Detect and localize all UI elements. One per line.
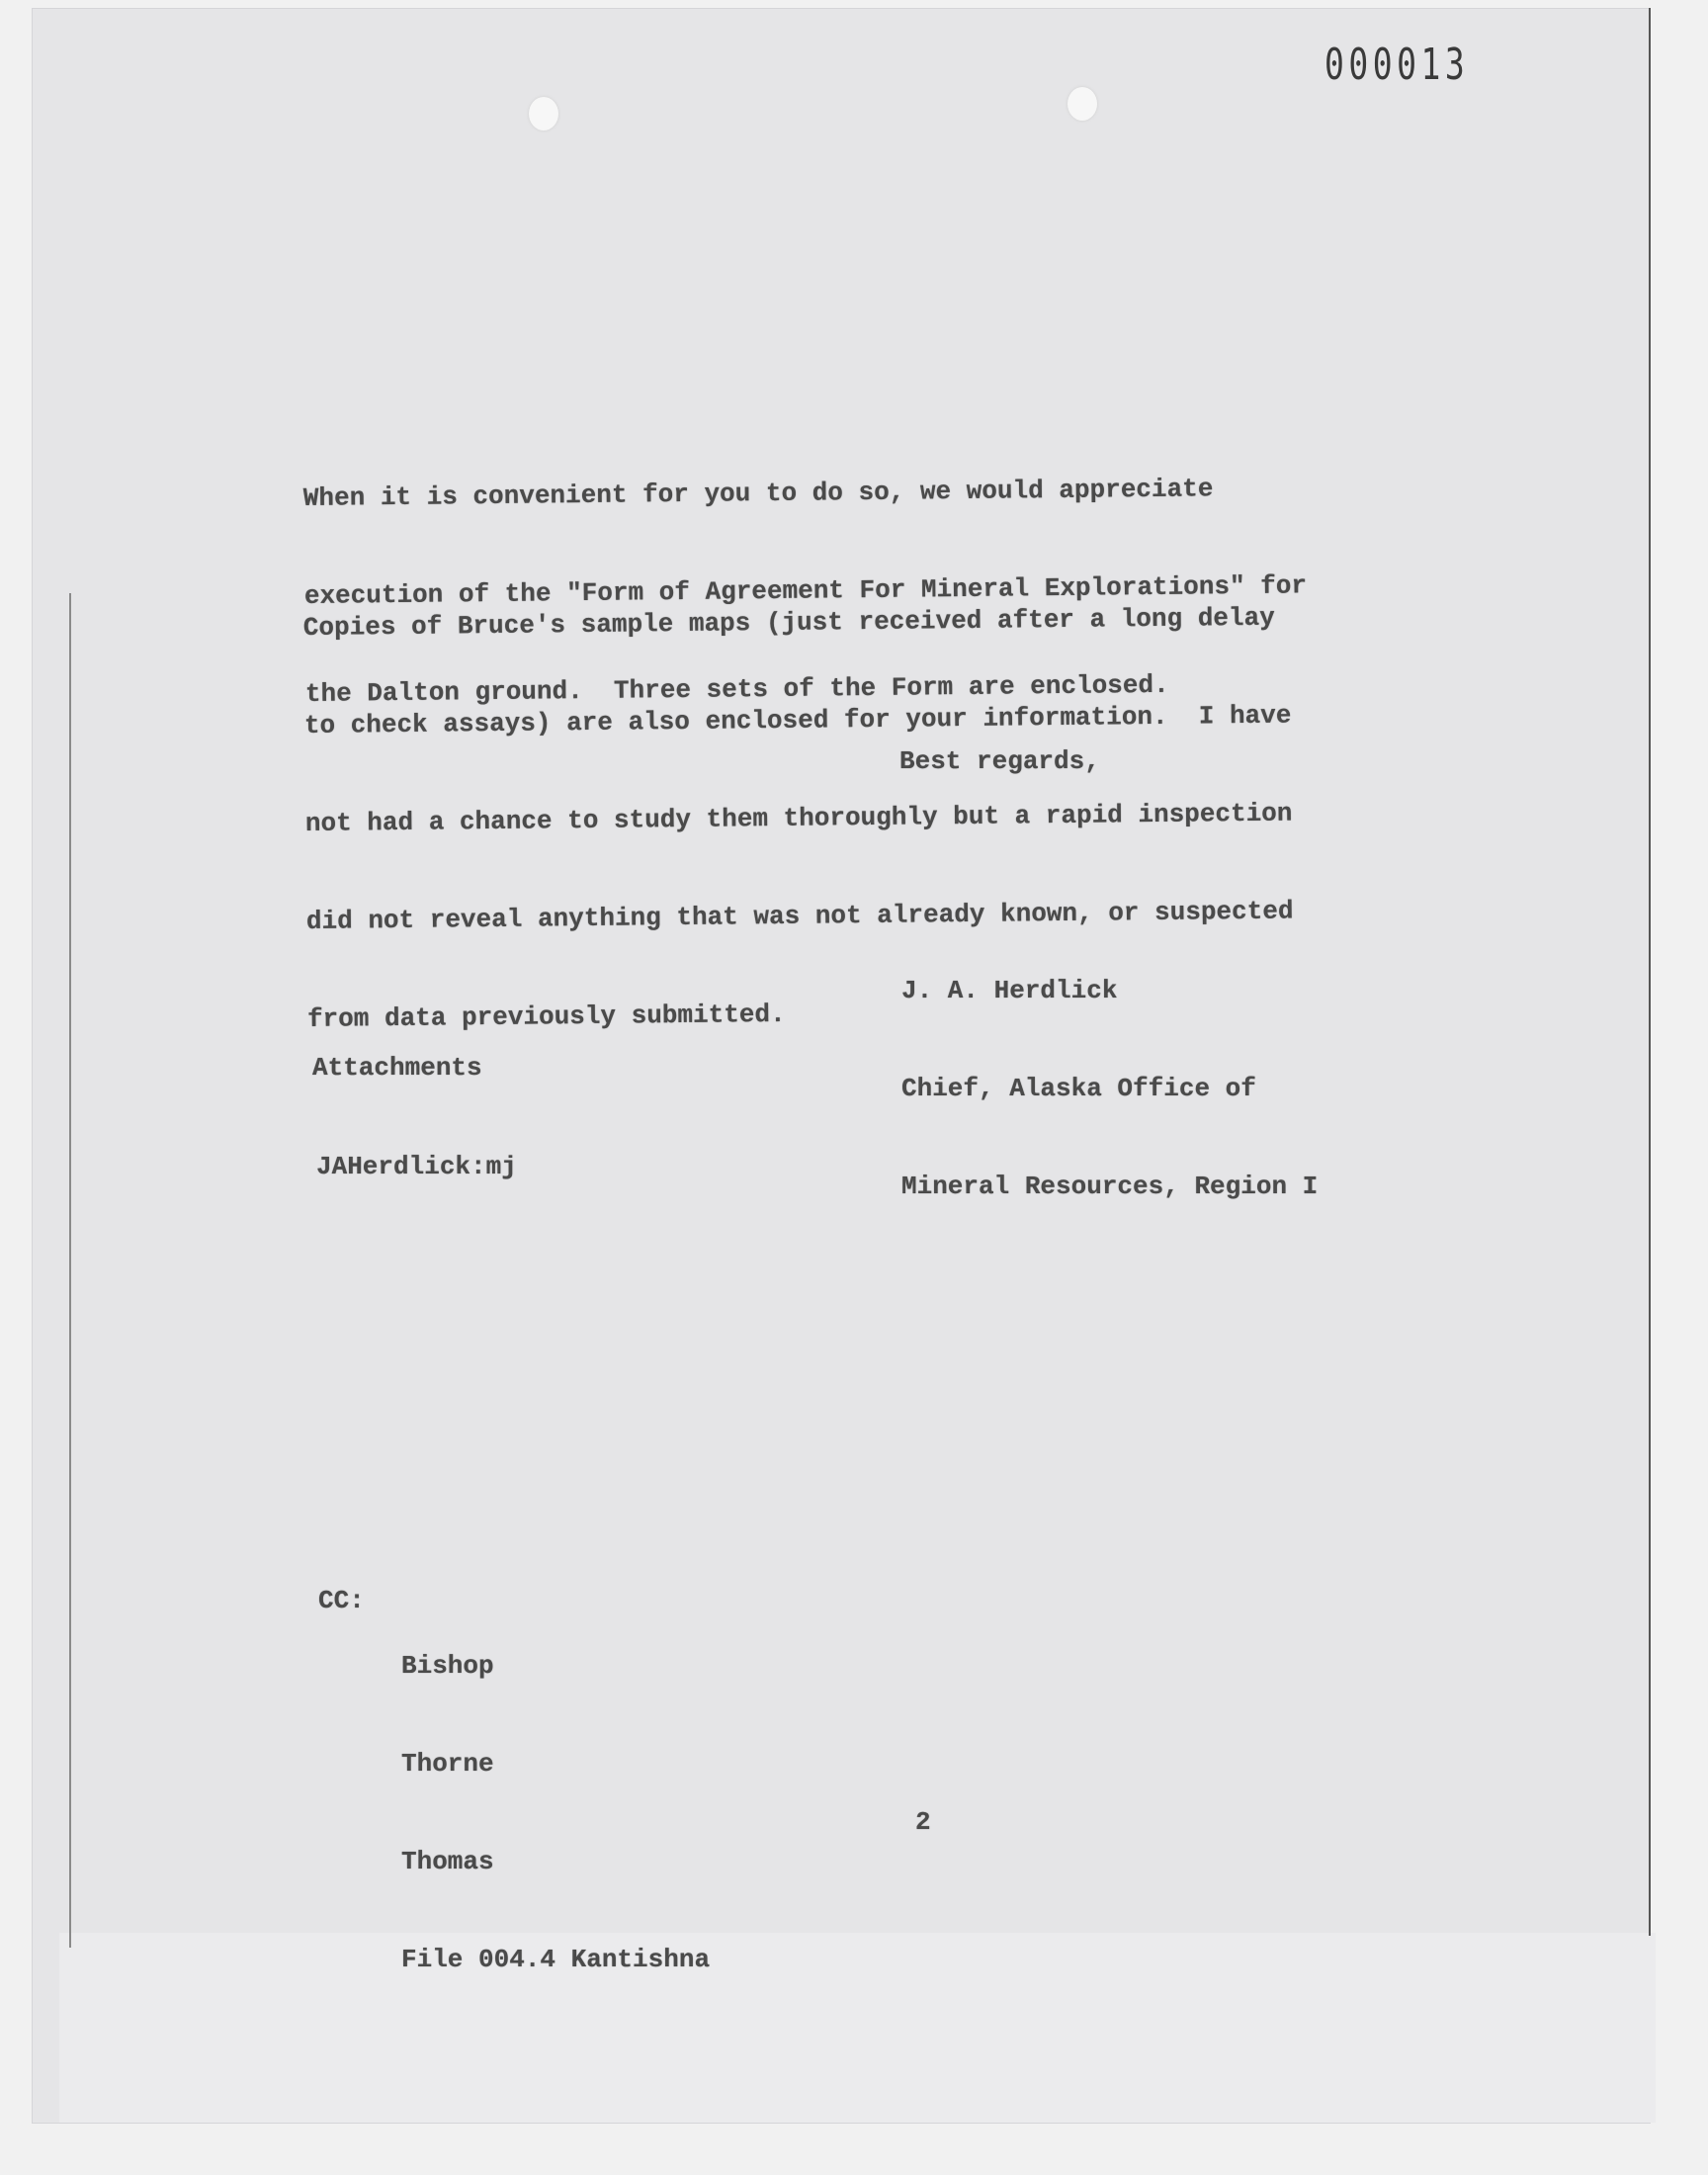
paper-sheet xyxy=(32,8,1651,2124)
punch-hole-right xyxy=(1068,87,1097,121)
typist-initials: JAHerdlick:mj xyxy=(316,1152,517,1181)
signer-name: J. A. Herdlick xyxy=(901,976,1118,1005)
paragraph-line: When it is convenient for you to do so, we would appreciate xyxy=(302,474,1214,513)
signature-block xyxy=(901,910,1318,1236)
document-stamp-number: 000013 xyxy=(1324,40,1470,90)
signer-title-line-2: Mineral Resources, Region I xyxy=(901,1172,1319,1201)
page-number: 2 xyxy=(915,1807,931,1837)
attachments-label: Attachments xyxy=(312,1053,482,1083)
punch-hole-left xyxy=(529,97,558,130)
sheet-right-edge xyxy=(1649,8,1651,1936)
paragraph-line: not had a chance to study them thoroughly but a rapid inspection xyxy=(304,798,1293,838)
cc-recipient-list xyxy=(401,1585,710,2009)
paragraph-line: execution of the "Form of Agreement For Mineral Explorations" for xyxy=(303,570,1308,611)
cc-recipient: Bishop xyxy=(401,1651,494,1681)
signer-title-line-1: Chief, Alaska Office of xyxy=(901,1074,1256,1103)
paragraph-line: did not reveal anything that was not already known, or suspected xyxy=(305,896,1294,936)
cc-recipient: Thorne xyxy=(401,1749,494,1779)
paper-bottom-strip xyxy=(59,1933,1656,2123)
paragraph-line: to check assays) are also enclosed for your information. I have xyxy=(303,700,1292,740)
paragraph-line: from data previously submitted. xyxy=(306,999,786,1034)
cc-label: CC: xyxy=(318,1586,365,1615)
paragraph-line: Copies of Bruce's sample maps (just received after a long delay xyxy=(302,602,1275,643)
sheet-left-edge xyxy=(69,593,71,1948)
cc-recipient: Thomas xyxy=(401,1847,494,1876)
closing-salutation: Best regards, xyxy=(899,746,1100,776)
paragraph-line: the Dalton ground. Three sets of the Form are enclosed. xyxy=(304,669,1169,709)
cc-recipient: File 004.4 Kantishna xyxy=(401,1945,711,1974)
